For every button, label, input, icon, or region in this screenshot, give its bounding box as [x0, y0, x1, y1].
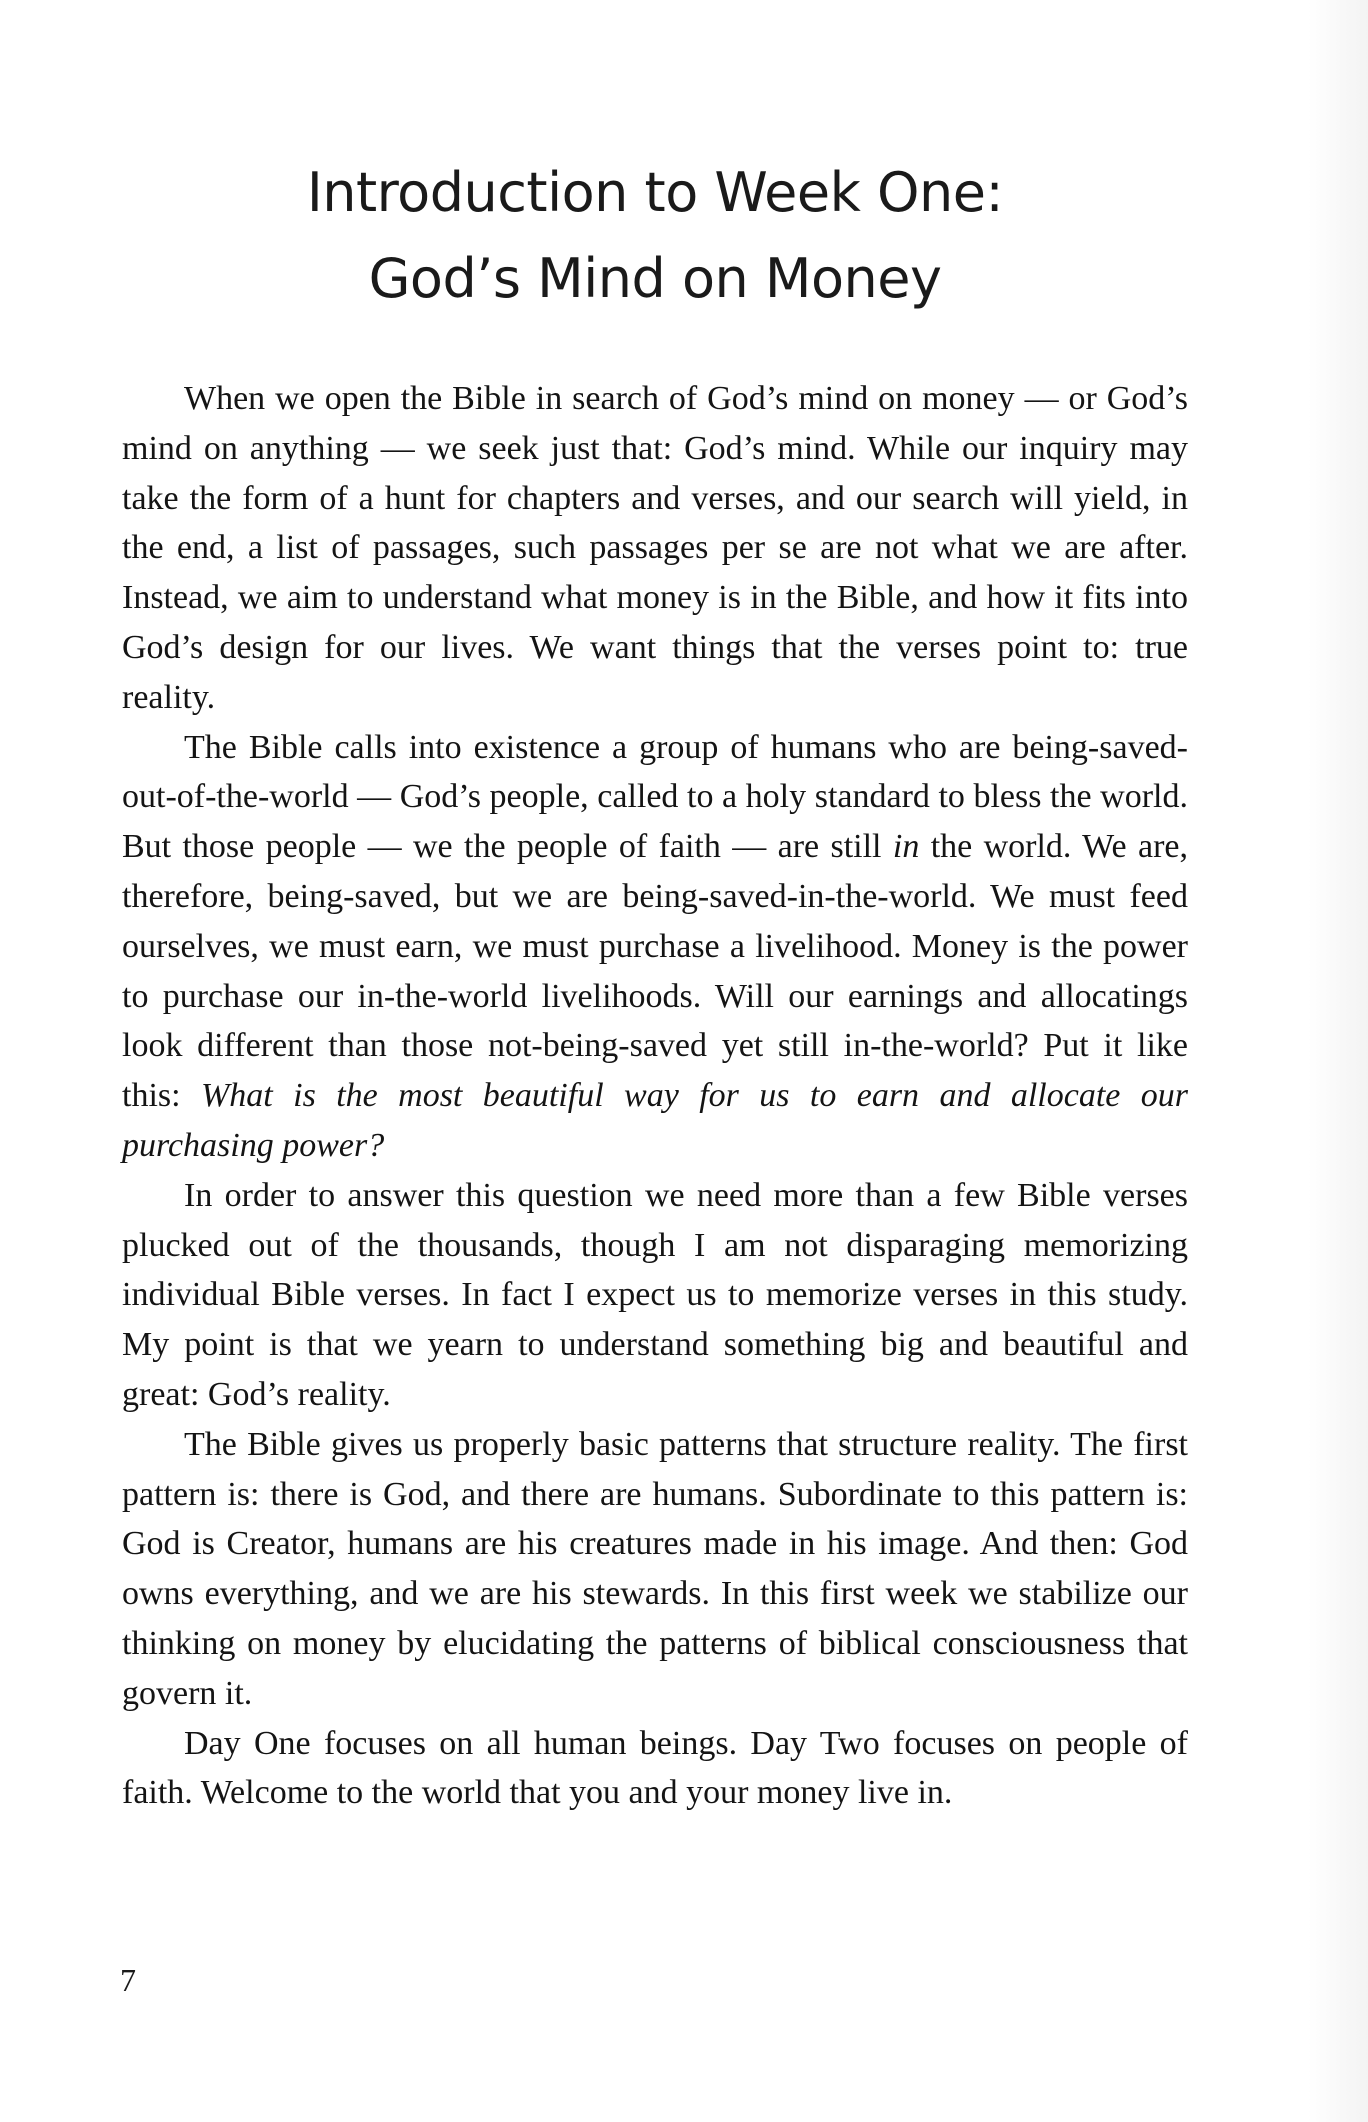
paragraph-5: Day One focuses on all human beings. Day Two focuses on people of faith. Welcome to the world that you and your money live in. [122, 1724, 1188, 1812]
paragraph-2-emphasis: in [892, 828, 920, 866]
paragraph-2-part-b: the world. We are, therefore, being-saved, but we are being-saved-in-the-world. We must feed ourselves, we must earn, we must purchase a livelihood. Money is the power to purchase our in-the-world livelihoods. Will our earnings and allocatings look different than those not-being-saved yet still in-the-world? Put it like this: [122, 828, 1188, 1115]
paragraph-2-question: What is the most beautiful way for us to earn and allocate our purchasing power? [122, 1077, 1188, 1164]
body-text [122, 374, 1188, 1818]
paragraph-1: When we open the Bible in search of God’s mind on money — or God’s mind on anything — we seek just that: God’s mind. While our inquiry may take the form of a hunt for chapters and verses, and our search will yield, in the end, a list of passages, such passages per se are not what we are after. Instead, we aim to understand what money is in the Bible, and how it fits into God’s design for our lives. We want things that the verses point to: true reality. [122, 380, 1188, 716]
chapter-title [122, 150, 1188, 322]
paragraph-3: In order to answer this question we need more than a few Bible verses plucked out of the thousands, though I am not disparaging memorizing individual Bible verses. In fact I expect us to memorize verses in this study. My point is that we yearn to understand something big and beautiful and great: God’s reality. [122, 1176, 1188, 1413]
paragraph-2 [122, 723, 1188, 1171]
chapter-title-line-1: Introduction to Week One: [306, 161, 1004, 224]
page-edge-shadow [1308, 0, 1368, 2122]
paragraph-4: The Bible gives us properly basic patterns that structure reality. The first pattern is: there is God, and there are humans. Subordinate to this pattern is: God is Creator, humans are his creatures made in his image. And then: God owns everything, and we are his stewards. In this first week we stabilize our thinking on money by elucidating the patterns of biblical consciousness that govern it. [122, 1425, 1188, 1712]
page-number: 7 [120, 1962, 136, 1998]
chapter-title-line-2: God’s Mind on Money [368, 247, 942, 310]
paragraph-2-part-a: The Bible calls into existence a group of humans who are being-saved-out-of-the-world — God’s people, called to a holy standard to bless the world. But those people — we the people of faith — are still [122, 728, 1188, 866]
